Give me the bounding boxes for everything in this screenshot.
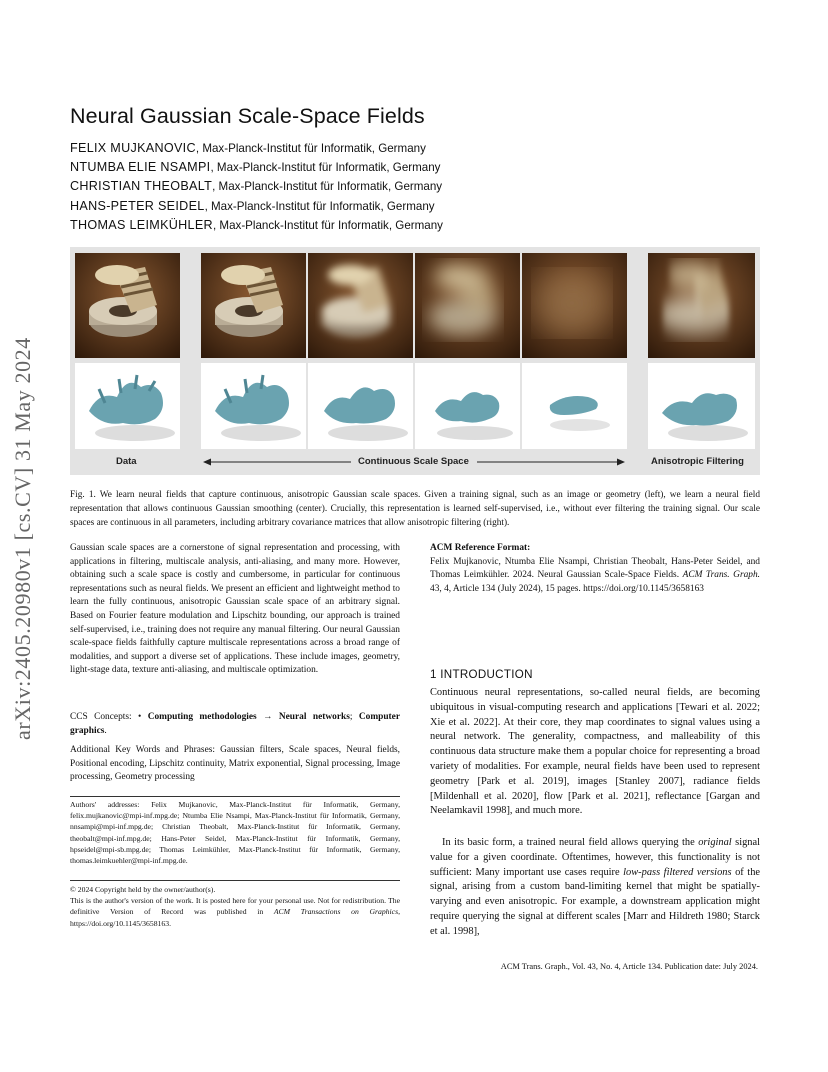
author-name: CHRISTIAN THEOBALT <box>70 179 213 194</box>
acm-reference-heading: ACM Reference Format: <box>430 543 531 553</box>
ccs-prefix: CCS Concepts: • <box>70 712 148 722</box>
author-line <box>70 139 443 158</box>
scale-dragon-geometry-1 <box>201 363 306 449</box>
scale-screw-image-4 <box>522 253 627 358</box>
aniso-screw-image <box>648 253 755 358</box>
author-line <box>70 177 443 196</box>
scale-screw-image-2 <box>308 253 413 358</box>
figure-caption: Fig. 1. We learn neural fields that capture continuous, anisotropic Gaussian scale spaces. Given a training signal, such as an image or geometry (left), we learn a neural field representation that allows continuous Gaussian smoothing (center). Crucially, this representation is learned self-supervised, i.e., without ever filtering the training signal. Our scale spaces are continuous in all parameters, including arbitrary covariance matrices that allow anisotropic filtering (right). <box>70 490 760 529</box>
copyright-line: © 2024 Copyright held by the owner/author(s). <box>70 885 216 894</box>
divider <box>70 880 400 881</box>
ccs-concepts <box>70 711 400 738</box>
data-dragon-geometry <box>75 363 180 449</box>
page-footer: ACM Trans. Graph., Vol. 43, No. 4, Article 134. Publication date: July 2024. <box>500 962 758 971</box>
copyright-notice <box>70 884 400 929</box>
author-list <box>70 139 443 235</box>
intro-paragraph-1: Continuous neural representations, so-called neural fields, are becoming ubiquitous in visual-computing research and applications [Tewari et al. 2022; Xie et al. 2022]. At their core, they map coordinates to signal values using a neural network. The generality, compactness, and malleability of this continuous data structure make them a popular choice for representing a broad variety of modalities. For example, neural fields have been used to represent geometry [Park et al. 2019], images [Stanley 2007], radiance fields [Mildenhall et al. 2020], flow [Park et al. 2021], reflectance [Gargan and Neelamkavil 1998], and much more. <box>430 687 760 817</box>
author-addresses: Authors' addresses: Felix Mujkanovic, Max-Planck-Institut für Informatik, Germany, felix.mujkanovic@mpi-inf.mpg.de; Ntumba Elie Nsampi, Max-Planck-Institut für Informatik, Germany, nnsampi@mpi-inf.mpg.de; Christian Theobalt, Max-Planck-Institut für Informatik, Germany, theobalt@mpi-inf.mpg.de; Hans-Peter Seidel, Max-Planck-Institut für Informatik, Germany, hpseidel@mpi-sb.mpg.de; Thomas Leimkühler, Max-Planck-Institut für Informatik, Germany, thomas.leimkuehler@mpi-inf.mpg.de. <box>70 800 400 866</box>
divider <box>70 796 400 797</box>
copyright-statement: This is the author's version of the work. It is posted here for your personal use. Not for redistribution. The definitive Version of Record was published in ACM Transactions on Graphics, https://doi.org/10.1145/3658163. <box>70 896 400 928</box>
author-line <box>70 158 443 177</box>
author-affiliation: , Max-Planck-Institut für Informatik, Germany <box>195 142 426 155</box>
scale-screw-image-1 <box>201 253 306 358</box>
teaser-figure <box>70 247 760 475</box>
scale-screw-image-3 <box>415 253 520 358</box>
author-name: FELIX MUJKANOVIC <box>70 141 196 155</box>
paper-title: Neural Gaussian Scale-Space Fields <box>70 104 425 128</box>
data-screw-image <box>75 253 180 358</box>
scale-dragon-geometry-3 <box>415 363 520 449</box>
section-heading-introduction: 1 INTRODUCTION <box>430 668 533 681</box>
author-affiliation: , Max-Planck-Institut für Informatik, Germany <box>204 199 435 213</box>
acm-reference-text: Felix Mujkanovic, Ntumba Elie Nsampi, Christian Theobalt, Hans-Peter Seidel, and Thomas Leimkühler. 2024. Neural Gaussian Scale-Space Fields. ACM Trans. Graph. 43, 4, Article 134 (July 2024), 15 pages. https://doi.org/10.1145/3658163 <box>430 556 760 594</box>
figure-label-continuous: Continuous Scale Space <box>358 456 469 467</box>
ccs-concept-2: Computer graphics <box>70 712 400 736</box>
acm-reference <box>430 542 760 596</box>
figure-label-anisotropic: Anisotropic Filtering <box>651 456 744 467</box>
author-affiliation: , Max-Planck-Institut für Informatik, Germany <box>210 161 441 175</box>
scale-dragon-geometry-2 <box>308 363 413 449</box>
author-affiliation: , Max-Planck-Institut für Informatik, Germany <box>212 218 443 232</box>
author-name: NTUMBA ELIE NSAMPI <box>70 160 211 175</box>
ccs-concept-1: Computing methodologies → Neural networks <box>147 712 350 722</box>
author-affiliation: , Max-Planck-Institut für Informatik, Germany <box>212 180 443 194</box>
intro-paragraph-2: In its basic form, a trained neural field allows querying the original signal value for a given coordinate. Oftentimes, however, this functionality is not sufficient: Many important use cases require low-pass filtered versions of the signal, arising from a custom band-limiting kernel that might be spatially-varying and even anisotropic. For example, a downstream application might require querying the signal at different scales [Marr and Hildreth 1980; Starck et al. 1998], <box>430 837 760 937</box>
ccs-end: . <box>104 725 107 736</box>
author-name: THOMAS LEIMKÜHLER <box>70 217 213 232</box>
arxiv-sidebar-id: arXiv:2405.20980v1 [cs.CV] 31 May 2024 <box>10 337 35 740</box>
ccs-sep: ; <box>349 712 359 722</box>
abstract: Gaussian scale spaces are a cornerstone of signal representation and processing, with applications in filtering, multiscale analysis, anti-aliasing, and many more. However, obtaining such a scale space is costly and cumbersome, in particular for continuous representations such as neural fields. We present an efficient and lightweight method to learn the fully continuous, anisotropic Gaussian scale space of an arbitrary signal. Based on Fourier feature modulation and Lipschitz bounding, our approach is trained self-supervised, i.e., training does not require any manual filtering. Our neural Gaussian scale-space fields faithfully capture multiscale representations across a broad range of modalities, and support a diverse set of applications. These include images, geometry, light-stage data, texture anti-aliasing, and multiscale optimization. <box>70 543 400 676</box>
scale-dragon-geometry-4 <box>522 363 627 449</box>
author-line <box>70 216 443 235</box>
author-line <box>70 197 443 216</box>
keywords: Additional Key Words and Phrases: Gaussian filters, Scale spaces, Neural fields, Positional encoding, Lipschitz continuity, Matrix exponential, Signal processing, Image processing, Geometry processing <box>70 745 400 783</box>
aniso-dragon-geometry <box>648 363 755 449</box>
figure-label-data: Data <box>116 456 137 467</box>
author-name: HANS-PETER SEIDEL <box>70 198 205 213</box>
